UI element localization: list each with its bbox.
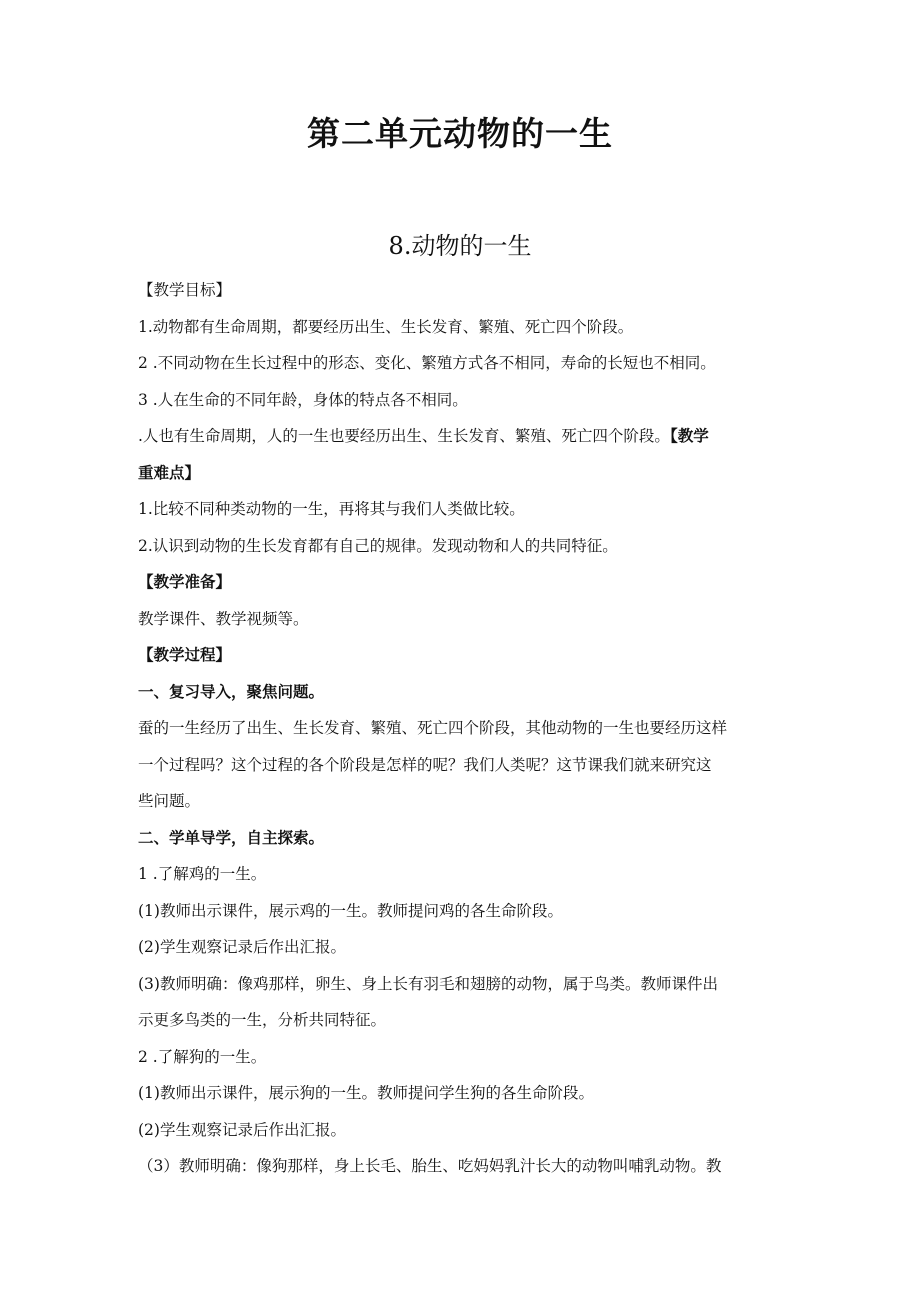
unit-title: 第二单元动物的一生 bbox=[307, 114, 613, 153]
section-1-heading: 一、复习导入，聚焦问题。 bbox=[138, 682, 325, 701]
chicken-step: 示更多鸟类的一生，分析共同特征。 bbox=[138, 1011, 387, 1029]
prep-text: 教学课件、教学视频等。 bbox=[138, 609, 309, 628]
prep-heading: 【教学准备】 bbox=[138, 573, 232, 591]
keypoints-heading-start: 【教学 bbox=[669, 427, 709, 445]
chicken-step: (1)教师出示课件，展示鸡的一生。教师提问鸡的各生命阶段。 bbox=[138, 901, 563, 920]
keypoint-item: 2.认识到动物的生长发育都有自己的规律。发现动物和人的共同特征。 bbox=[138, 536, 618, 555]
keypoints-heading-end: 重难点】 bbox=[138, 463, 201, 482]
goal-item: 2 .不同动物在生长过程中的形态、变化、繁殖方式各不相同，寿命的长短也不相同。 bbox=[138, 354, 716, 372]
dog-step: (2)学生观察记录后作出汇报。 bbox=[138, 1120, 346, 1139]
chicken-step: (3)教师明确：像鸡那样，卵生、身上长有羽毛和翅膀的动物，属于鸟类。教师课件出 bbox=[138, 974, 718, 993]
section-1-line: 一个过程吗？这个过程的各个阶段是怎样的呢？我们人类呢？这节课我们就来研究这 bbox=[138, 755, 712, 774]
chicken-heading: 1 .了解鸡的一生。 bbox=[138, 865, 267, 883]
section-2-heading: 二、学单导学，自主探索。 bbox=[138, 828, 325, 847]
section-1-line: 些问题。 bbox=[138, 792, 201, 810]
dog-heading: 2 .了解狗的一生。 bbox=[138, 1047, 267, 1066]
section-1-line: 蚕的一生经历了出生、生长发育、繁殖、死亡四个阶段，其他动物的一生也要经历这样 bbox=[138, 719, 728, 737]
goal-4-text: .人也有生命周期，人的一生也要经历出生、生长发育、繁殖、死亡四个阶段。 bbox=[138, 427, 670, 445]
chicken-step: (2)学生观察记录后作出汇报。 bbox=[138, 938, 346, 956]
lesson-title: 8.动物的一生 bbox=[388, 232, 532, 260]
process-heading: 【教学过程】 bbox=[138, 646, 232, 664]
goal-item-4 bbox=[138, 418, 786, 455]
keypoint-item: 1.比较不同种类动物的一生，再将其与我们人类做比较。 bbox=[138, 500, 525, 518]
goal-item: 3 .人在生命的不同年龄，身体的特点各不相同。 bbox=[138, 390, 468, 409]
goals-heading: 【教学目标】 bbox=[138, 281, 232, 299]
dog-step: (1)教师出示课件，展示狗的一生。教师提问学生狗的各生命阶段。 bbox=[138, 1084, 594, 1102]
goal-item: 1.动物都有生命周期，都要经历出生、生长发育、繁殖、死亡四个阶段。 bbox=[138, 317, 634, 336]
document-body bbox=[138, 272, 786, 1185]
dog-step: （3）教师明确：像狗那样，身上长毛、胎生、吃妈妈乳汁长大的动物叫哺乳动物。教 bbox=[138, 1157, 722, 1175]
